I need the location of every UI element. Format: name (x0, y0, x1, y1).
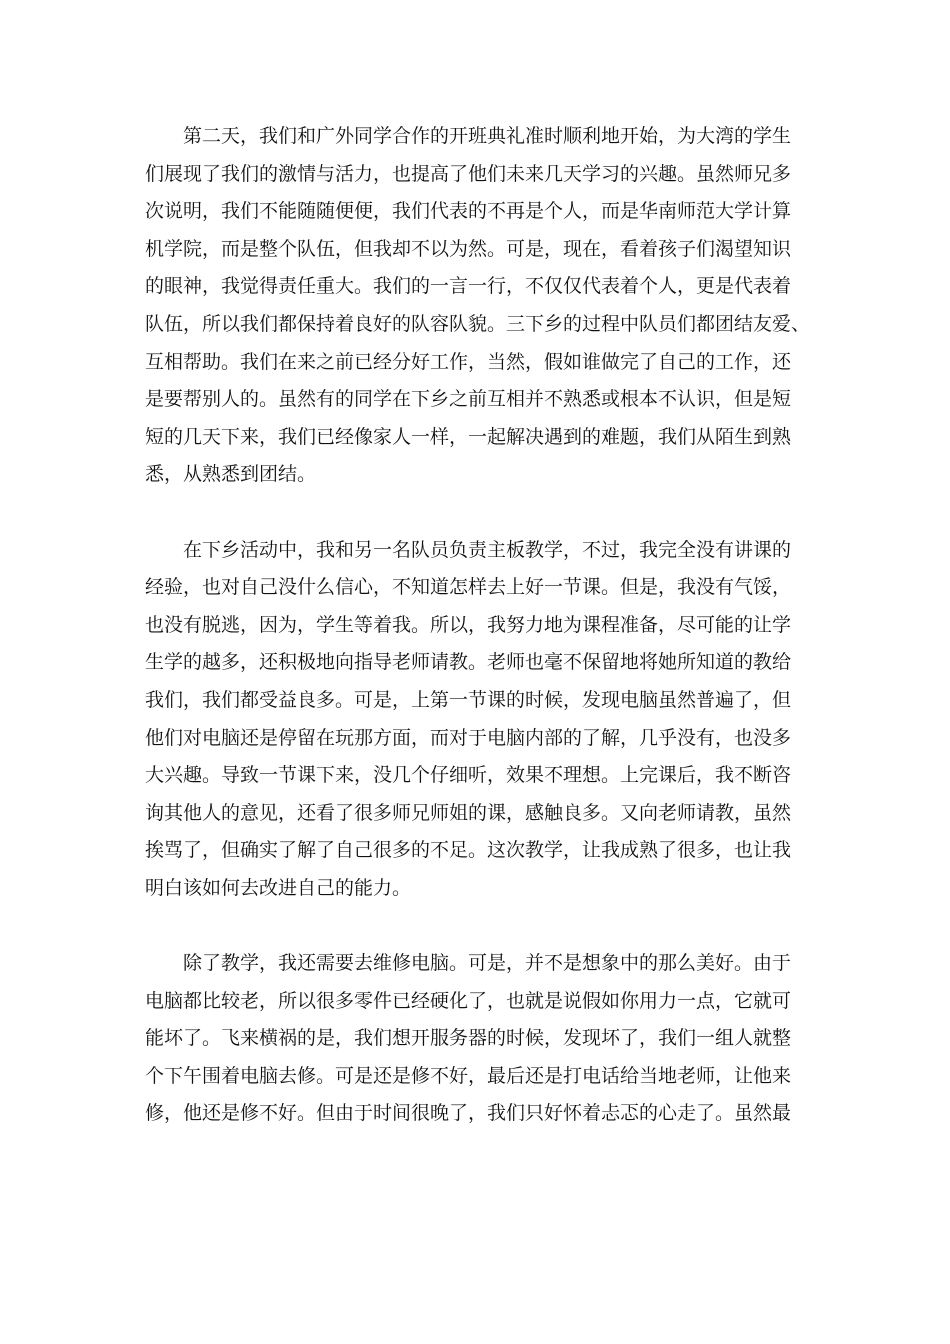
paragraph-line: 在下乡活动中，我和另一名队员负责主板教学，不过，我完全没有讲课的 (183, 538, 792, 561)
paragraph-teaching (145, 532, 805, 908)
paragraph-spacer (145, 494, 805, 532)
paragraph-line: 队伍，所以我们都保持着良好的队容队貌。三下乡的过程中队员们都团结友爱、 (145, 312, 811, 335)
paragraph-line: 是要帮别人的。虽然有的同学在下乡之前互相并不熟悉或根本不认识，但是短 (145, 388, 792, 411)
paragraph-opening-ceremony (145, 118, 811, 494)
paragraph-line: 电脑都比较老，所以很多零件已经硬化了，也就是说假如你用力一点，它就可 (145, 989, 792, 1012)
paragraph-line: 挨骂了，但确实了解了自己很多的不足。这次教学，让我成熟了很多，也让我 (145, 839, 792, 862)
paragraph-line: 生学的越多，还积极地向指导老师请教。老师也毫不保留地将她所知道的教给 (145, 651, 792, 674)
paragraph-spacer (145, 907, 805, 945)
paragraph-line: 明白该如何去改进自己的能力。 (145, 876, 412, 899)
paragraph-line: 次说明，我们不能随随便便，我们代表的不再是个人，而是华南师范大学计算 (145, 200, 792, 223)
document-body (145, 118, 811, 1133)
paragraph-line: 除了教学，我还需要去维修电脑。可是，并不是想象中的那么美好。由于 (183, 952, 792, 975)
paragraph-line: 我们，我们都受益良多。可是，上第一节课的时候，发现电脑虽然普遍了，但 (145, 688, 792, 711)
paragraph-line: 修，他还是修不好。但由于时间很晚了，我们只好怀着忐忑的心走了。虽然最 (145, 1102, 792, 1125)
paragraph-line: 机学院，而是整个队伍，但我却不以为然。可是，现在，看着孩子们渴望知识 (145, 237, 792, 260)
paragraph-line: 互相帮助。我们在来之前已经分好工作，当然，假如谁做完了自己的工作，还 (145, 350, 792, 373)
paragraph-line: 经验，也对自己没什么信心，不知道怎样去上好一节课。但是，我没有气馁， (145, 576, 792, 599)
paragraph-line: 能坏了。飞来横祸的是，我们想开服务器的时候，发现坏了，我们一组人就整 (145, 1027, 792, 1050)
paragraph-line: 们展现了我们的激情与活力，也提高了他们未来几天学习的兴趣。虽然师兄多 (145, 162, 792, 185)
paragraph-line: 也没有脱逃，因为，学生等着我。所以，我努力地为课程准备，尽可能的让学 (145, 613, 792, 636)
paragraph-line: 悉，从熟悉到团结。 (145, 463, 317, 486)
paragraph-line: 询其他人的意见，还看了很多师兄师姐的课，感触良多。又向老师请教，虽然 (145, 801, 792, 824)
paragraph-line: 的眼神，我觉得责任重大。我们的一言一行，不仅仅代表着个人，更是代表着 (145, 275, 792, 298)
paragraph-line: 第二天，我们和广外同学合作的开班典礼准时顺利地开始，为大湾的学生 (183, 125, 792, 147)
paragraph-line: 短的几天下来，我们已经像家人一样，一起解决遇到的难题，我们从陌生到熟 (145, 425, 792, 448)
paragraph-line: 大兴趣。导致一节课下来，没几个仔细听，效果不理想。上完课后，我不断咨 (145, 764, 792, 787)
paragraph-line: 个下午围着电脑去修。可是还是修不好，最后还是打电话给当地老师，让他来 (145, 1064, 792, 1087)
paragraph-computer-repair (145, 945, 805, 1133)
paragraph-line: 他们对电脑还是停留在玩那方面，而对于电脑内部的了解，几乎没有，也没多 (145, 726, 792, 749)
